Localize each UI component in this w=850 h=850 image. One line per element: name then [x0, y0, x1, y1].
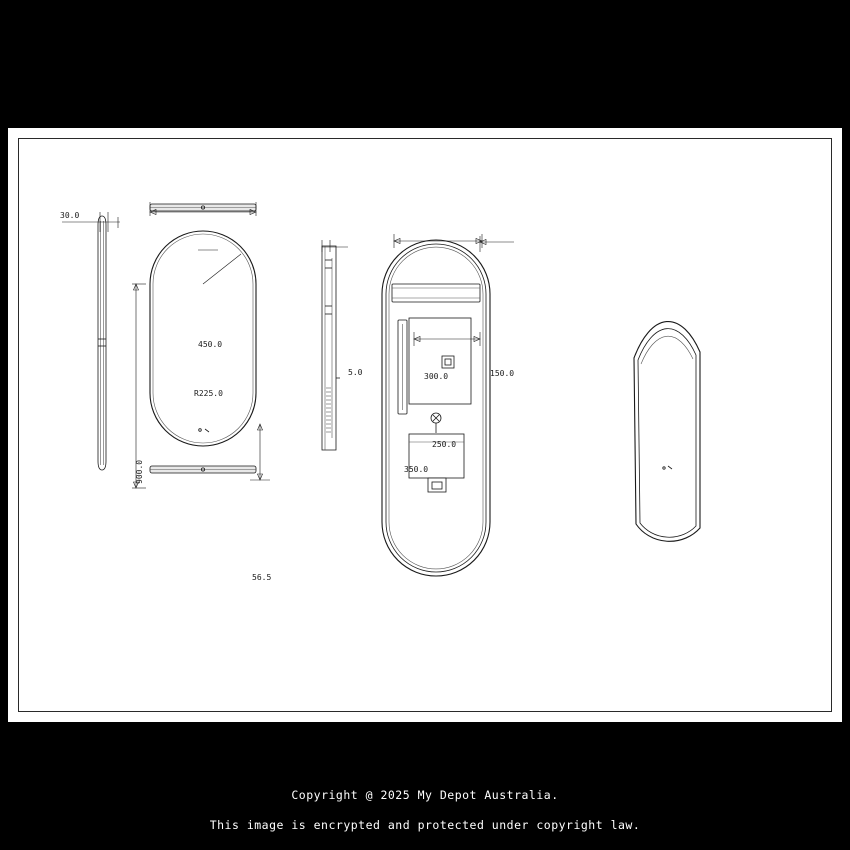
dim-box-250: 250.0: [432, 440, 457, 449]
rear-panel-width-dimension: [388, 228, 488, 252]
rear-view: [376, 228, 496, 588]
dim-width-450: 450.0: [198, 340, 223, 349]
copyright-line-1: Copyright @ 2025 My Depot Australia.: [291, 788, 559, 802]
dim-offset-150: 150.0: [490, 369, 515, 378]
left-side-view: [88, 213, 128, 473]
rear-edge-offset-dimension: [474, 228, 530, 256]
dim-thickness-5: 5.0: [348, 368, 363, 377]
section-thickness-dimension: [314, 236, 360, 258]
dim-box-350: 350.0: [404, 465, 429, 474]
section-view: [316, 228, 346, 468]
copyright-line-2: This image is encrypted and protected under copyright law.: [209, 818, 641, 832]
rear-box-width-dimension: [410, 328, 490, 350]
drawing-sheet: [8, 128, 842, 722]
dim-radius-r225: R225.0: [194, 389, 223, 398]
front-bottom-dimension: [244, 418, 274, 488]
front-width-dimension: [136, 198, 271, 220]
isometric-view: [616, 228, 726, 558]
dim-height-900: 900.0: [135, 459, 144, 484]
dim-bottom-565: 56.5: [252, 573, 272, 582]
dim-panel-300: 300.0: [424, 372, 449, 381]
dim-thickness-30: 30.0: [60, 211, 80, 220]
copyright-notice: [0, 780, 850, 840]
